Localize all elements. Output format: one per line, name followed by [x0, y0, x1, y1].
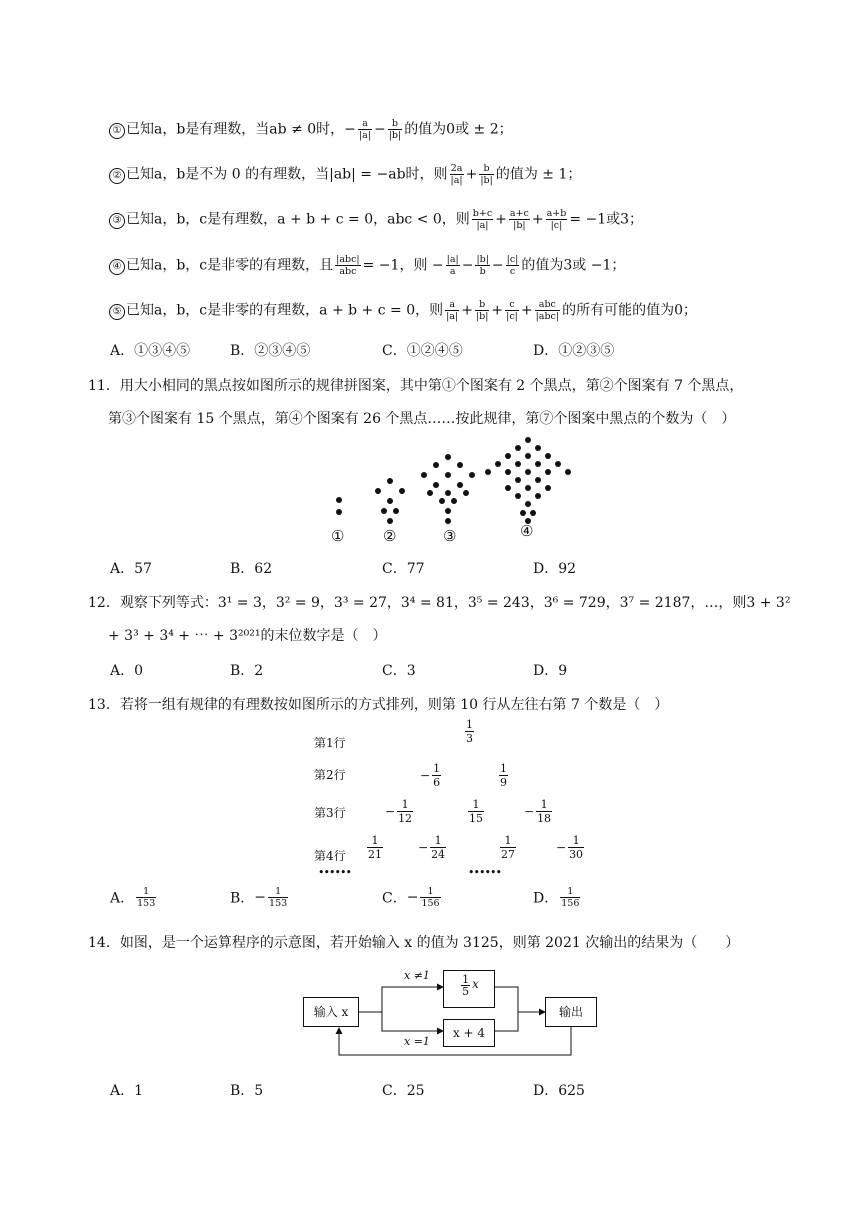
- pattern-dot: [433, 482, 439, 488]
- q13-option-a: [110, 886, 158, 909]
- statement-1: [108, 118, 513, 141]
- row-label-4: 第4行: [314, 849, 346, 863]
- q11-option-b: B．62: [230, 561, 273, 577]
- pattern-dot: [515, 445, 521, 451]
- fraction: [268, 886, 288, 909]
- pattern-dot: [495, 461, 501, 467]
- triangle-number: [556, 834, 586, 861]
- denominator: 21: [368, 848, 382, 861]
- statement-number: ①: [109, 123, 125, 139]
- pattern-dot: [445, 454, 451, 460]
- numerator: |b|: [476, 254, 489, 265]
- fraction: [509, 208, 530, 231]
- denominator: 24: [431, 848, 446, 861]
- pattern-dot: [457, 482, 463, 488]
- denominator: abc: [339, 266, 357, 277]
- add-four-box: x + 4: [443, 1019, 495, 1047]
- numerator: a+b: [546, 208, 567, 219]
- fraction: [446, 254, 460, 277]
- q11-text-line1: 11．用大小相同的黑点按如图所示的规律拼图案，其中第①个图案有 2 个黑点，第②个图案有 7 个黑点，: [88, 378, 744, 394]
- pattern-dot: [387, 518, 393, 524]
- statement-text: 已知a，b是不为 0 的有理数，当|ab| = −ab时，则: [126, 166, 448, 183]
- pattern-label-1: ①: [331, 527, 345, 545]
- statement-text: 已知a，b，c是非零的有理数，a + b + c = 0，则: [126, 302, 444, 319]
- statement-tail: 的值为 ± 1；: [495, 166, 582, 183]
- denominator: 30: [569, 848, 584, 861]
- pattern-dot: [399, 488, 405, 494]
- numerator: 1: [468, 798, 484, 812]
- numerator: 2a: [450, 163, 463, 174]
- one-fifth-fraction: $\frac{1}{5}$: [462, 973, 470, 998]
- denominator: b: [479, 266, 486, 277]
- triangle-number: [463, 718, 476, 745]
- q13-text-line1: 13．若将一组有规律的有理数按如图所示的方式排列，则第 10 行从左往右第 7 个数是（ ）: [88, 697, 669, 713]
- statement-number: ③: [109, 213, 125, 229]
- pattern-dot: [535, 477, 541, 483]
- q13-option-b: [230, 886, 290, 909]
- numerator: 1: [430, 834, 446, 848]
- fraction: [450, 163, 464, 186]
- fraction: [358, 118, 372, 141]
- fraction: [388, 118, 402, 141]
- condition-not-one: x ≠1: [404, 969, 430, 982]
- q12-text-line2: + 3³ + 3⁴ + ⋯ + 3²⁰²¹的末位数字是（ ）: [108, 628, 387, 644]
- pattern-dot: [525, 501, 531, 507]
- numerator: 1: [568, 834, 584, 848]
- triangle-number: [497, 762, 510, 789]
- denominator: |a|: [446, 311, 459, 322]
- numerator: 1: [433, 762, 441, 775]
- fraction: [468, 798, 484, 825]
- denominator: |b|: [513, 220, 526, 231]
- pattern-label-4: ④: [520, 522, 534, 540]
- pattern-dot: [505, 453, 511, 459]
- numerator: |abc|: [336, 254, 360, 265]
- statement-number: ④: [109, 259, 125, 275]
- denominator: |b|: [480, 175, 493, 186]
- pattern-dot: [525, 437, 531, 443]
- pattern-dot: [393, 508, 399, 514]
- row-label-1: 第1行: [314, 736, 346, 750]
- pattern-dot: [445, 518, 451, 524]
- numerator: 1: [466, 718, 473, 731]
- row-label-3: 第3行: [314, 806, 346, 820]
- denominator: |c|: [506, 311, 518, 322]
- fraction: [430, 834, 446, 861]
- denominator: |b|: [475, 311, 489, 322]
- fraction: [535, 299, 560, 322]
- fraction: [432, 762, 441, 789]
- pattern-dot: [520, 510, 526, 516]
- q12-option-d: D．9: [533, 663, 568, 679]
- row-label-2: 第2行: [314, 768, 346, 782]
- fraction: [420, 886, 440, 909]
- fraction: [568, 834, 584, 861]
- denominator: |c|: [550, 220, 563, 231]
- denominator: 153: [137, 898, 156, 909]
- denominator: 15: [469, 812, 483, 825]
- pattern-dot: [375, 488, 381, 494]
- statement-2: [108, 163, 581, 186]
- denominator: |a|: [450, 175, 463, 186]
- pattern-dot: [525, 453, 531, 459]
- numerator: |a|: [446, 254, 459, 265]
- sign: −: [418, 840, 429, 855]
- pattern-dot: [387, 478, 393, 484]
- numerator: 1: [500, 834, 516, 848]
- pattern-dot: [381, 508, 387, 514]
- denominator: c: [509, 266, 516, 277]
- q10-option-a: A．①③④⑤: [110, 343, 191, 359]
- q14-option-a: A．1: [110, 1083, 144, 1099]
- numerator: b: [388, 118, 402, 130]
- numerator: c: [505, 299, 519, 311]
- pattern-dot: [451, 498, 457, 504]
- condition-equals-one: x =1: [404, 1035, 430, 1048]
- numerator: a+c: [509, 208, 529, 219]
- q13-option-d: [533, 886, 582, 909]
- sign: −: [556, 840, 567, 855]
- q14-option-c: C．25: [382, 1083, 425, 1099]
- statement-5: [108, 299, 697, 322]
- triangle-number: [498, 834, 518, 861]
- output-box: 输出: [545, 997, 597, 1027]
- q10-option-b: B．②③④⑤: [230, 343, 311, 359]
- fraction: [472, 208, 493, 231]
- denominator: 6: [433, 776, 441, 789]
- fraction: [475, 299, 489, 322]
- pattern-dot: [515, 493, 521, 499]
- q11-option-c: C．77: [382, 561, 425, 577]
- pattern-dot: [555, 461, 561, 467]
- operator: +: [461, 302, 473, 319]
- pattern-dot: [445, 508, 451, 514]
- pattern-dot: [485, 469, 491, 475]
- fraction: [136, 886, 156, 909]
- triangle-number: [418, 834, 448, 861]
- statement-3: [108, 208, 643, 231]
- denominator: 27: [501, 848, 515, 861]
- fraction: [479, 163, 493, 186]
- denominator: 153: [269, 898, 288, 909]
- pattern-dot: [525, 485, 531, 491]
- pattern-dot: [463, 490, 469, 496]
- q12-option-a: A．0: [110, 663, 144, 679]
- statement-tail: 的所有可能的值为0；: [562, 302, 697, 319]
- pattern-dot: [565, 469, 571, 475]
- fraction: [475, 254, 489, 277]
- numerator: 1: [536, 798, 552, 812]
- q11-text-line2: 第③个图案有 15 个黑点，第④个图案有 26 个黑点……按此规律，第⑦个图案中黑点的个数为（ ）: [108, 411, 736, 427]
- ellipsis-dots-right: ••••••: [468, 866, 501, 879]
- option-label: D．: [533, 890, 559, 907]
- q14-option-b: B．5: [230, 1083, 264, 1099]
- pattern-dot: [445, 490, 451, 496]
- numerator: 1: [420, 886, 440, 898]
- numerator: a: [445, 299, 459, 311]
- fraction: [465, 718, 474, 745]
- fraction: [335, 254, 360, 277]
- pattern-dot: [525, 469, 531, 475]
- triangle-number: [466, 798, 486, 825]
- denominator: 18: [537, 812, 552, 825]
- pattern-dot: [505, 469, 511, 475]
- pattern-dot: [336, 497, 342, 503]
- option-label: C．: [382, 890, 407, 907]
- ellipsis-dots-left: ••••••: [318, 866, 351, 879]
- numerator: |c|: [506, 254, 519, 265]
- pattern-label-2: ②: [383, 527, 397, 545]
- statement-text: 已知a，b，c是有理数，a + b + c = 0，abc < 0，则: [126, 211, 470, 228]
- operator: +: [465, 166, 478, 183]
- pattern-dot: [545, 469, 551, 475]
- pattern-dot: [530, 510, 536, 516]
- denominator: |a|: [476, 220, 489, 231]
- pattern-dot: [505, 485, 511, 491]
- q11-option-d: D．92: [533, 561, 577, 577]
- triangle-number: [524, 798, 554, 825]
- numerator: 1: [397, 798, 413, 812]
- denominator: 156: [561, 898, 580, 909]
- statement-number: ⑤: [109, 304, 125, 320]
- q12-option-b: B．2: [230, 663, 264, 679]
- sign: −: [420, 768, 431, 783]
- sign: −: [385, 804, 396, 819]
- q12-option-c: C．3: [382, 663, 416, 679]
- pattern-dot: [387, 498, 393, 504]
- denominator: a: [449, 266, 456, 277]
- fraction: [505, 299, 519, 322]
- denominator: |a|: [358, 130, 371, 141]
- pattern-dot: [421, 472, 427, 478]
- divide-by-five-box: $\frac{1}{5}$ x: [443, 970, 495, 1008]
- operator: +: [495, 211, 507, 228]
- triangle-number: [365, 834, 385, 861]
- triangle-number: [420, 762, 443, 789]
- pattern-dot: [439, 498, 445, 504]
- q10-option-d: D．①②③⑤: [533, 343, 615, 359]
- pattern-dot: [433, 462, 439, 468]
- pattern-dot: [535, 445, 541, 451]
- statement-text: 已知a，b，c是非零的有理数，且: [126, 257, 334, 274]
- operator: −: [373, 121, 386, 138]
- denominator: 9: [500, 776, 507, 789]
- pattern-dot: [545, 485, 551, 491]
- fraction: [546, 208, 568, 231]
- operator: −: [461, 257, 474, 274]
- denominator: 156: [421, 898, 440, 909]
- sign: −: [406, 889, 419, 906]
- q10-option-c: C．①②④⑤: [382, 343, 463, 359]
- denominator: |abc|: [535, 311, 560, 322]
- denominator: |b|: [388, 130, 402, 141]
- pattern-dot: [535, 493, 541, 499]
- q14-option-d: D．625: [533, 1083, 585, 1099]
- numerator: 1: [268, 886, 288, 898]
- statement-tail: 的值为3或 −1；: [521, 257, 626, 274]
- numerator: 1: [500, 762, 507, 775]
- numerator: 1: [136, 886, 156, 898]
- option-label: B．: [230, 890, 255, 907]
- statement-tail: 的值为0或 ± 2；: [404, 121, 513, 138]
- pattern-dot: [457, 462, 463, 468]
- fraction: [397, 798, 413, 825]
- fraction: [499, 762, 508, 789]
- pattern-label-3: ③: [443, 527, 457, 545]
- statement-4: [108, 254, 625, 277]
- pattern-dot: [427, 490, 433, 496]
- numerator: 1: [560, 886, 580, 898]
- triangle-number: [385, 798, 415, 825]
- operator: +: [520, 302, 533, 319]
- pattern-dot: [336, 509, 342, 515]
- sign: −: [524, 804, 535, 819]
- q13-option-c: [382, 886, 443, 909]
- q11-option-a: A．57: [110, 561, 152, 577]
- fraction: [367, 834, 383, 861]
- statement-text: 已知a，b是有理数，当ab ≠ 0时，−: [126, 121, 356, 138]
- numerator: b: [475, 299, 489, 311]
- statement-tail: = −1或3；: [569, 211, 644, 228]
- q14-text-line1: 14．如图，是一个运算程序的示意图，若开始输入 x 的值为 3125，则第 2021 次输出的结果为（ ）: [88, 935, 740, 951]
- operator: +: [491, 302, 504, 319]
- option-label: A．: [110, 890, 135, 907]
- numerator: b: [479, 163, 493, 175]
- operator: −: [491, 257, 504, 274]
- pattern-dot: [535, 461, 541, 467]
- fraction: [445, 299, 459, 322]
- pattern-dot: [515, 477, 521, 483]
- pattern-dot: [545, 453, 551, 459]
- denominator: 3: [466, 732, 473, 745]
- statement-number: ②: [109, 168, 125, 184]
- sign: −: [254, 889, 267, 906]
- numerator: b+c: [472, 208, 493, 219]
- fraction: [560, 886, 580, 909]
- numerator: a: [358, 118, 372, 130]
- numerator: abc: [535, 299, 560, 311]
- pattern-dot: [515, 461, 521, 467]
- q12-text-line1: 12．观察下列等式：3¹ = 3，3² = 9，3³ = 27，3⁴ = 81，3⁵ = 243，3⁶ = 729，3⁷ = 2187，…，则3 + 3²: [88, 595, 791, 611]
- numerator: 1: [367, 834, 383, 848]
- fraction: [500, 834, 516, 861]
- fraction: [536, 798, 552, 825]
- pattern-dot: [469, 472, 475, 478]
- operator: = −1，则 −: [362, 257, 444, 274]
- denominator: 12: [398, 812, 413, 825]
- fraction: [506, 254, 520, 277]
- input-x-box: 输入 x: [303, 997, 359, 1027]
- pattern-dot: [445, 472, 451, 478]
- operator: +: [531, 211, 544, 228]
